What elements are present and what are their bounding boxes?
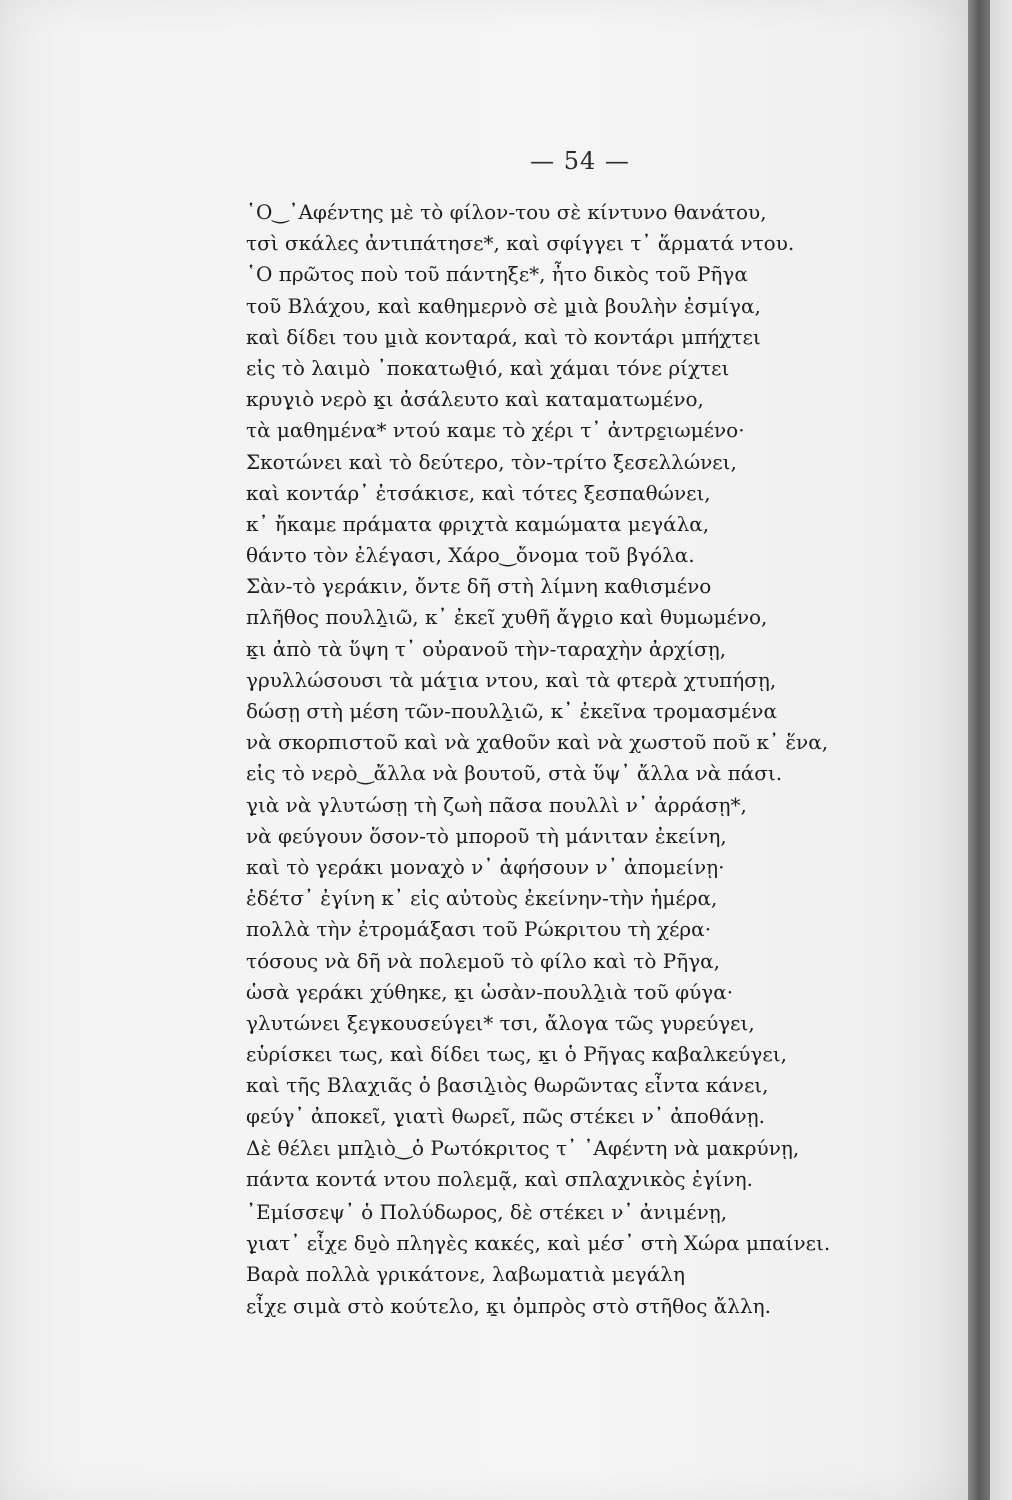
verse-line: εἶχε σιμὰ στὸ κούτελο, κ̱ι ὀμπρὸς στὸ στῆθος ἄλλη. (246, 1293, 771, 1318)
verse-line: πολλὰ τὴν ἐτρομάξασι τοῦ Ρώκριτου τὴ χέρα· (246, 917, 712, 942)
verse-line: κρυγ̱ιὸ νερὸ κ̱ι ἀσάλευτο καὶ καταματωμένο, (246, 387, 704, 412)
verse-line: ῾Ο‿᾿Αφέντης μὲ τὸ φίλον-του σὲ κίντυνο θανάτου, (246, 200, 767, 224)
verse-line: ἐδέτσ᾿ ἐγίνη κ᾿ εἰς αὐτοὺς ἐκείνην-τὴν ἡμέρα, (246, 886, 718, 911)
verse-line: γ̱ιατ᾿ εἶχε δυ̱ὸ πληγὲς κακές, καὶ μέσ᾿ στὴ Χώρα μπαίνει. (246, 1231, 831, 1256)
verse-line: Δὲ θέλει μπλ̱ιὸ‿ὁ Ρωτόκριτος τ᾿ ᾿Αφέντη νὰ μακρύνῃ, (246, 1135, 800, 1160)
poem-stanza-2 (246, 1197, 846, 1322)
verse-line: δώσῃ στὴ μέση τῶν-πουλλ̱ιῶ, κ᾿ ἐκεῖνα τρομασμένα (246, 699, 777, 723)
poem-stanza-1 (246, 197, 846, 1195)
verse-line: καὶ τῆς Βλαχιᾶς ὁ βασιλ̱ιὸς θωρῶντας εἶντα κάνει, (246, 1073, 769, 1098)
page-number: — 54 — (530, 147, 630, 175)
verse-line: τοῦ Βλάχου, καὶ καθημερνὸ σὲ μ̱ιὰ βουλὴν ἐσμίγα, (246, 293, 761, 318)
verse-line: καὶ τὸ γεράκι μοναχὸ ν᾿ ἀφήσουν ν᾿ ἀπομείνῃ· (246, 854, 725, 879)
verse-line: Βαρὰ πολλὰ γρικάτονε, λαβωματιὰ μεγάλη (246, 1262, 685, 1287)
verse-line: πλῆθος πουλλ̱ιῶ, κ᾿ ἐκεῖ χυθῆ ἄγρ̱ιο καὶ θυμωμένο, (246, 605, 768, 630)
verse-line: νὰ φεύγουν ὅσον-τὸ μποροῦ τὴ μάνιταν ἐκείνη, (246, 823, 727, 848)
verse-line: τόσους νὰ δῆ νὰ πολεμοῦ τὸ φίλο καὶ τὸ Ρῆγα, (246, 948, 721, 973)
verse-line: ᾿Εμίσσεψ᾿ ὁ Πολύδωρος, δὲ στέκει ν᾿ ἀνιμένῃ, (246, 1200, 728, 1224)
verse-line: γλυτώνει ξεγκουσεύγει* τσι, ἄλογα τῶς γυρεύγει, (246, 1010, 755, 1035)
verse-line: εἰς τὸ νερὸ‿ἄλλα νὰ βουτοῦ, στὰ ὕψ᾿ ἄλλα νὰ πάσι. (246, 761, 783, 786)
book-spine-shadow (968, 0, 990, 1500)
verse-line: γ̱ιὰ νὰ γλυτώσῃ τὴ ζωὴ πᾶσα πουλλὶ ν᾿ ἀρράσῃ*, (246, 792, 747, 817)
verse-line: Σκοτώνει καὶ τὸ δεύτερο, τὸν-τρίτο ξεσελλώνει, (246, 449, 737, 474)
verse-line: κ̱ι ἀπὸ τὰ ὕψη τ᾿ οὐρανοῦ τὴν-ταραχὴν ἀρχίσῃ, (246, 636, 727, 661)
verse-line: τσὶ σκάλες ἀντιπάτησε*, καὶ σφίγγει τ᾿ ἅρματά ντου. (246, 231, 795, 256)
verse-line: πάντα κοντά ντου πολεμᾷ, καὶ σπλαχνικὸς ἐγίνη. (246, 1166, 754, 1191)
verse-line: εὑρίσκει τως, καὶ δίδει τως, κ̱ι ὁ Ρῆγας καβαλκεύγει, (246, 1042, 787, 1067)
verse-line: εἰς τὸ λαιμὸ ᾿ποκατωθ̱ιό, καὶ χάμαι τόνε ρίχτει (246, 355, 730, 380)
verse-line: γρυλλώσουσι τὰ μάτ̱ια ντου, καὶ τὰ φτερὰ χτυπήσῃ, (246, 667, 777, 692)
verse-line: φεύγ᾿ ἀποκεῖ, γ̱ιατὶ θωρεῖ, πῶς στέκει ν᾿ ἀποθάνῃ. (246, 1104, 765, 1129)
verse-line: ῾Ο πρῶτος ποὺ τοῦ πάντηξε*, ἦτο δικὸς τοῦ Ρῆγα (246, 262, 748, 287)
verse-line: καὶ δίδει του μ̱ιὰ κονταρά, καὶ τὸ κοντάρι μπήχτει (246, 324, 761, 349)
verse-line: νὰ σκορπιστοῦ καὶ νὰ χαθοῦν καὶ νὰ χωστοῦ ποῦ κ᾿ ἕνα, (246, 730, 829, 755)
verse-line: ὡσὰ γεράκι χύθηκε, κ̱ι ὡσὰν-πουλλ̱ιὰ τοῦ φύγα· (246, 979, 734, 1004)
verse-line: θάντο τὸν ἐλέγασι, Χάρο‿ὄνομα τοῦ βγόλα. (246, 543, 695, 568)
verse-line: κ᾿ ἤκαμε πράματα φριχτὰ καμώματα μεγάλα, (246, 511, 710, 536)
verse-line: Σὰν-τὸ γεράκιν, ὄντε δῆ στὴ λίμνη καθισμένο (246, 574, 712, 599)
adjacent-page-edge (990, 0, 1012, 1500)
verse-line: τὰ μαθημένα* ντού καμε τὸ χέρι τ᾿ ἀντρε̱ιωμένο· (246, 418, 745, 443)
verse-line: καὶ κοντάρ᾿ ἐτσάκισε, καὶ τότες ξεσπαθώνει, (246, 480, 711, 505)
